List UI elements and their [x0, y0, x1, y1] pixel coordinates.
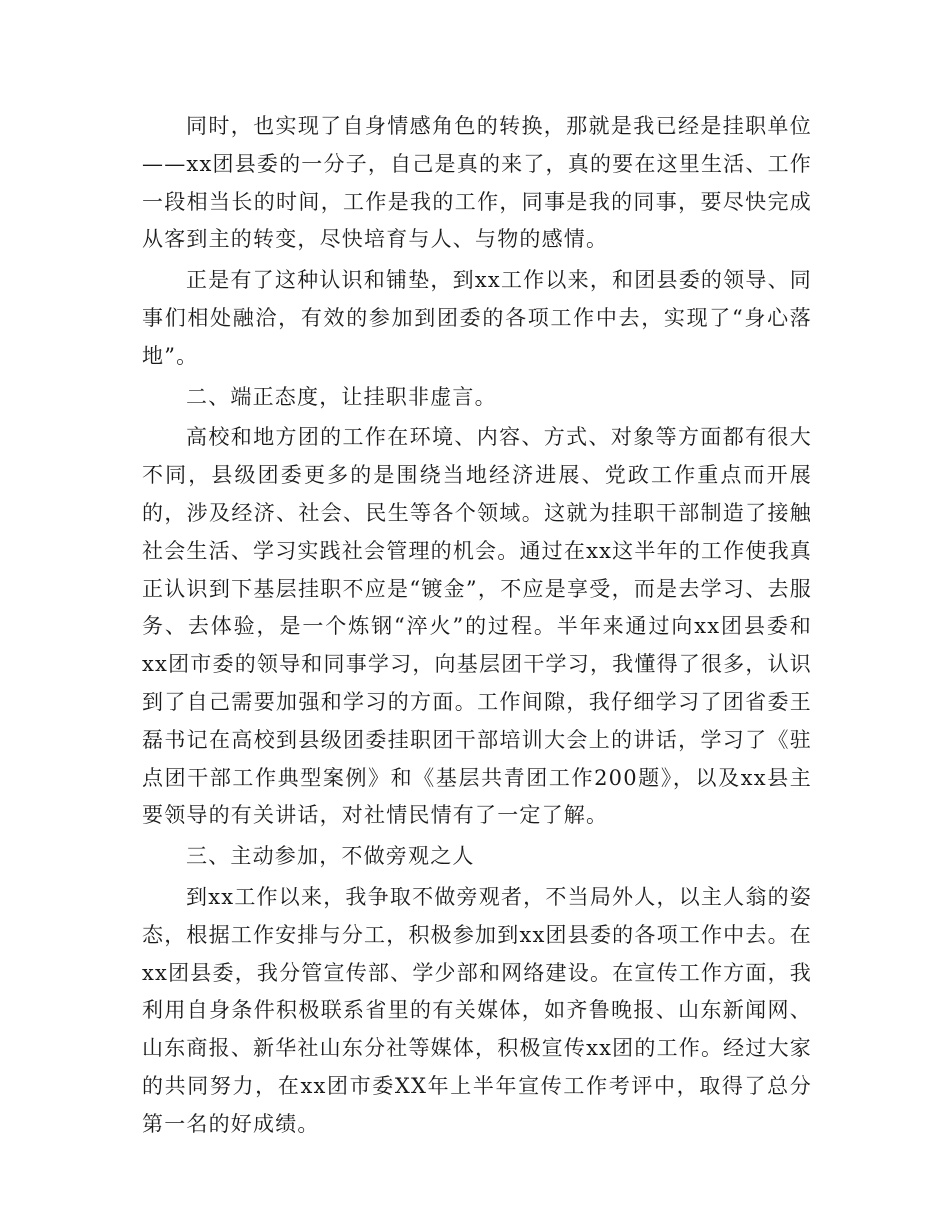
section-heading-attitude: 二、端正态度，让挂职非虚言。 [186, 384, 497, 409]
section-heading-participation: 三、主动参加，不做旁观之人 [186, 844, 475, 869]
paragraph-attitude: 高校和地方团的工作在环境、内容、方式、对象等方面都有很大不同，县级团委更多的是围绕当地经济进展、党政工作重点而开展的，涉及经济、社会、民生等各个领域。这就为挂职干部制造了接触社会生活、学习实践社会管理的机会。通过在xx这半年的工作使我真正认识到下基层挂职不应是“镀金”，不应是享受，而是去学习、去服务、去体验，是一个炼钢“淬火”的过程。半年来通过向xx团县委和xx团市委的领导和同事学习，向基层团干学习，我懂得了很多，认识到了自己需要加强和学习的方面。工作间隙，我仔细学习了团省委王磊书记在高校到县级团委挂职团干部培训大会上的讲话，学习了《驻点团干部工作典型案例》和《基层共青团工作200题》，以及xx县主要领导的有关讲话，对社情民情有了一定了解。 [142, 425, 812, 828]
paragraph-participation: 到xx工作以来，我争取不做旁观者，不当局外人，以主人翁的姿态，根据工作安排与分工，积极参加到xx团县委的各项工作中去。在xx团县委，我分管宣传部、学少部和网络建设。在宣传工作方面，我利用自身条件积极联系省里的有关媒体，如齐鲁晚报、山东新闻网、山东商报、新华社山东分社等媒体，积极宣传xx团的工作。经过大家的共同努力，在xx团市委XX年上半年宣传工作考评中，取得了总分第一名的好成绩。 [142, 884, 812, 1136]
paragraph-landing: 正是有了这种认识和铺垫，到xx工作以来，和团县委的领导、同事们相处融洽，有效的参加到团委的各项工作中去，实现了“身心落地”。 [142, 268, 812, 368]
paragraph-identity-shift: 同时，也实现了自身情感角色的转换，那就是我已经是挂职单位——xx团县委的一分子，自己是真的来了，真的要在这里生活、工作一段相当长的时间，工作是我的工作，同事是我的同事，要尽快完成从客到主的转变，尽快培育与人、与物的感情。 [142, 114, 812, 252]
